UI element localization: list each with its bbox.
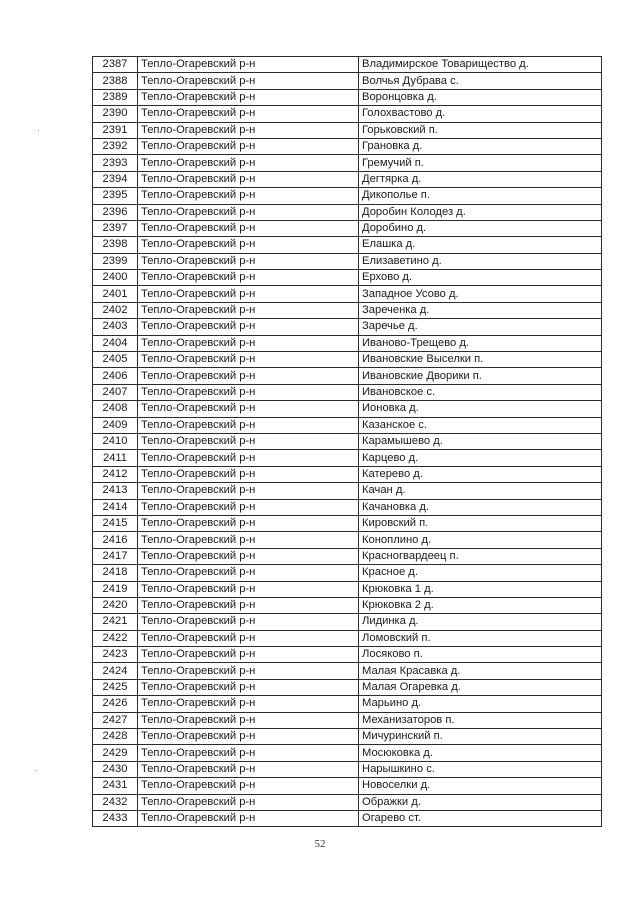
table-row bbox=[93, 352, 602, 368]
district-cell: Тепло-Огаревский р-н bbox=[138, 433, 359, 449]
table-row bbox=[93, 778, 602, 794]
district-cell: Тепло-Огаревский р-н bbox=[138, 401, 359, 417]
settlement-cell: Малая Красавка д. bbox=[359, 663, 602, 679]
settlement-cell: Ерхово д. bbox=[359, 270, 602, 286]
row-number-cell: 2418 bbox=[93, 565, 138, 581]
row-number-cell: 2393 bbox=[93, 155, 138, 171]
table-row bbox=[93, 450, 602, 466]
table-row bbox=[93, 220, 602, 236]
district-cell: Тепло-Огаревский р-н bbox=[138, 499, 359, 515]
row-number-cell: 2409 bbox=[93, 417, 138, 433]
row-number-cell: 2431 bbox=[93, 778, 138, 794]
district-cell: Тепло-Огаревский р-н bbox=[138, 237, 359, 253]
row-number-cell: 2420 bbox=[93, 597, 138, 613]
row-number-cell: 2390 bbox=[93, 106, 138, 122]
district-cell: Тепло-Огаревский р-н bbox=[138, 155, 359, 171]
district-cell: Тепло-Огаревский р-н bbox=[138, 122, 359, 138]
row-number-cell: 2396 bbox=[93, 204, 138, 220]
table-row bbox=[93, 417, 602, 433]
settlement-cell: Качановка д. bbox=[359, 499, 602, 515]
settlement-cell: Зареченка д. bbox=[359, 302, 602, 318]
district-cell: Тепло-Огаревский р-н bbox=[138, 270, 359, 286]
page-number: 52 bbox=[314, 838, 326, 850]
settlement-cell: Кировский п. bbox=[359, 515, 602, 531]
settlement-cell: Дикополье п. bbox=[359, 188, 602, 204]
district-cell: Тепло-Огаревский р-н bbox=[138, 679, 359, 695]
district-cell: Тепло-Огаревский р-н bbox=[138, 614, 359, 630]
district-cell: Тепло-Огаревский р-н bbox=[138, 319, 359, 335]
row-number-cell: 2427 bbox=[93, 712, 138, 728]
settlement-cell: Воронцовка д. bbox=[359, 89, 602, 105]
row-number-cell: 2414 bbox=[93, 499, 138, 515]
row-number-cell: 2425 bbox=[93, 679, 138, 695]
row-number-cell: 2428 bbox=[93, 729, 138, 745]
settlement-cell: Западное Усово д. bbox=[359, 286, 602, 302]
settlement-cell: Доробин Колодез д. bbox=[359, 204, 602, 220]
table-row bbox=[93, 335, 602, 351]
table-row bbox=[93, 597, 602, 613]
row-number-cell: 2404 bbox=[93, 335, 138, 351]
table-row bbox=[93, 696, 602, 712]
row-number-cell: 2424 bbox=[93, 663, 138, 679]
settlement-cell: Огарево ст. bbox=[359, 810, 602, 826]
district-cell: Тепло-Огаревский р-н bbox=[138, 712, 359, 728]
row-number-cell: 2419 bbox=[93, 581, 138, 597]
settlement-cell: Горьковский п. bbox=[359, 122, 602, 138]
row-number-cell: 2430 bbox=[93, 761, 138, 777]
settlement-cell: Карцево д. bbox=[359, 450, 602, 466]
row-number-cell: 2411 bbox=[93, 450, 138, 466]
row-number-cell: 2387 bbox=[93, 57, 138, 73]
district-cell: Тепло-Огаревский р-н bbox=[138, 483, 359, 499]
row-number-cell: 2401 bbox=[93, 286, 138, 302]
settlement-cell: Елизаветино д. bbox=[359, 253, 602, 269]
district-cell: Тепло-Огаревский р-н bbox=[138, 286, 359, 302]
district-cell: Тепло-Огаревский р-н bbox=[138, 171, 359, 187]
row-number-cell: 2405 bbox=[93, 352, 138, 368]
table-row bbox=[93, 368, 602, 384]
district-cell: Тепло-Огаревский р-н bbox=[138, 188, 359, 204]
district-cell: Тепло-Огаревский р-н bbox=[138, 548, 359, 564]
row-number-cell: 2415 bbox=[93, 515, 138, 531]
settlement-cell: Новоселки д. bbox=[359, 778, 602, 794]
table-row bbox=[93, 532, 602, 548]
district-cell: Тепло-Огаревский р-н bbox=[138, 810, 359, 826]
district-cell: Тепло-Огаревский р-н bbox=[138, 253, 359, 269]
settlement-cell: Иваново-Трещево д. bbox=[359, 335, 602, 351]
settlement-cell: Ионовка д. bbox=[359, 401, 602, 417]
settlement-cell: Ивановское с. bbox=[359, 384, 602, 400]
settlement-cell: Ломовский п. bbox=[359, 630, 602, 646]
row-number-cell: 2406 bbox=[93, 368, 138, 384]
row-number-cell: 2416 bbox=[93, 532, 138, 548]
district-cell: Тепло-Огаревский р-н bbox=[138, 565, 359, 581]
settlement-cell: Марьино д. bbox=[359, 696, 602, 712]
district-cell: Тепло-Огаревский р-н bbox=[138, 745, 359, 761]
district-cell: Тепло-Огаревский р-н bbox=[138, 630, 359, 646]
settlement-cell: Владимирское Товарищество д. bbox=[359, 57, 602, 73]
district-cell: Тепло-Огаревский р-н bbox=[138, 368, 359, 384]
settlement-cell: Нарышкино с. bbox=[359, 761, 602, 777]
settlement-cell: Механизаторов п. bbox=[359, 712, 602, 728]
row-number-cell: 2398 bbox=[93, 237, 138, 253]
settlement-cell: Коноплино д. bbox=[359, 532, 602, 548]
table-row bbox=[93, 515, 602, 531]
district-cell: Тепло-Огаревский р-н bbox=[138, 696, 359, 712]
row-number-cell: 2422 bbox=[93, 630, 138, 646]
table-row bbox=[93, 106, 602, 122]
row-number-cell: 2389 bbox=[93, 89, 138, 105]
table-row bbox=[93, 679, 602, 695]
row-number-cell: 2397 bbox=[93, 220, 138, 236]
district-cell: Тепло-Огаревский р-н bbox=[138, 532, 359, 548]
table-row bbox=[93, 57, 602, 73]
row-number-cell: 2413 bbox=[93, 483, 138, 499]
district-cell: Тепло-Огаревский р-н bbox=[138, 138, 359, 154]
table-row bbox=[93, 237, 602, 253]
settlement-cell: Карамышево д. bbox=[359, 433, 602, 449]
settlement-cell: Ображки д. bbox=[359, 794, 602, 810]
settlement-cell: Волчья Дубрава с. bbox=[359, 73, 602, 89]
table-row bbox=[93, 204, 602, 220]
settlement-cell: Дегтярка д. bbox=[359, 171, 602, 187]
table-row bbox=[93, 794, 602, 810]
district-cell: Тепло-Огаревский р-н bbox=[138, 335, 359, 351]
row-number-cell: 2402 bbox=[93, 302, 138, 318]
table-row bbox=[93, 253, 602, 269]
settlement-cell: Голохвастово д. bbox=[359, 106, 602, 122]
table-row bbox=[93, 712, 602, 728]
row-number-cell: 2400 bbox=[93, 270, 138, 286]
table-row bbox=[93, 483, 602, 499]
table-row bbox=[93, 319, 602, 335]
table-row bbox=[93, 89, 602, 105]
row-number-cell: 2426 bbox=[93, 696, 138, 712]
settlement-cell: Грановка д. bbox=[359, 138, 602, 154]
table-row bbox=[93, 122, 602, 138]
settlement-cell: Лидинка д. bbox=[359, 614, 602, 630]
row-number-cell: 2392 bbox=[93, 138, 138, 154]
district-cell: Тепло-Огаревский р-н bbox=[138, 794, 359, 810]
table-row bbox=[93, 565, 602, 581]
settlement-cell: Малая Огаревка д. bbox=[359, 679, 602, 695]
settlement-cell: Мичуринский п. bbox=[359, 729, 602, 745]
table-row bbox=[93, 810, 602, 826]
district-cell: Тепло-Огаревский р-н bbox=[138, 581, 359, 597]
settlement-cell: Мосюковка д. bbox=[359, 745, 602, 761]
table-row bbox=[93, 155, 602, 171]
settlement-cell: Гремучий п. bbox=[359, 155, 602, 171]
district-cell: Тепло-Огаревский р-н bbox=[138, 450, 359, 466]
table-row bbox=[93, 188, 602, 204]
table-row bbox=[93, 614, 602, 630]
district-cell: Тепло-Огаревский р-н bbox=[138, 597, 359, 613]
table-row bbox=[93, 630, 602, 646]
district-cell: Тепло-Огаревский р-н bbox=[138, 647, 359, 663]
settlement-cell: Качан д. bbox=[359, 483, 602, 499]
district-cell: Тепло-Огаревский р-н bbox=[138, 761, 359, 777]
settlement-cell: Лосяково п. bbox=[359, 647, 602, 663]
scan-speck bbox=[36, 770, 37, 771]
row-number-cell: 2417 bbox=[93, 548, 138, 564]
table-row bbox=[93, 138, 602, 154]
table-row bbox=[93, 548, 602, 564]
settlement-cell: Заречье д. bbox=[359, 319, 602, 335]
settlement-cell: Красногвардеец п. bbox=[359, 548, 602, 564]
district-cell: Тепло-Огаревский р-н bbox=[138, 57, 359, 73]
settlement-cell: Ивановские Выселки п. bbox=[359, 352, 602, 368]
row-number-cell: 2412 bbox=[93, 466, 138, 482]
table-row bbox=[93, 286, 602, 302]
table-row bbox=[93, 663, 602, 679]
district-cell: Тепло-Огаревский р-н bbox=[138, 515, 359, 531]
scan-speck bbox=[38, 130, 39, 131]
row-number-cell: 2391 bbox=[93, 122, 138, 138]
district-cell: Тепло-Огаревский р-н bbox=[138, 778, 359, 794]
table-row bbox=[93, 729, 602, 745]
district-cell: Тепло-Огаревский р-н bbox=[138, 106, 359, 122]
table-body bbox=[93, 57, 602, 827]
row-number-cell: 2403 bbox=[93, 319, 138, 335]
row-number-cell: 2395 bbox=[93, 188, 138, 204]
table-row bbox=[93, 433, 602, 449]
district-cell: Тепло-Огаревский р-н bbox=[138, 73, 359, 89]
district-cell: Тепло-Огаревский р-н bbox=[138, 302, 359, 318]
table-row bbox=[93, 171, 602, 187]
district-cell: Тепло-Огаревский р-н bbox=[138, 466, 359, 482]
row-number-cell: 2429 bbox=[93, 745, 138, 761]
district-cell: Тепло-Огаревский р-н bbox=[138, 384, 359, 400]
table-row bbox=[93, 73, 602, 89]
settlement-cell: Елашка д. bbox=[359, 237, 602, 253]
table-row bbox=[93, 761, 602, 777]
table-row bbox=[93, 647, 602, 663]
row-number-cell: 2388 bbox=[93, 73, 138, 89]
row-number-cell: 2408 bbox=[93, 401, 138, 417]
district-cell: Тепло-Огаревский р-н bbox=[138, 89, 359, 105]
table-row bbox=[93, 302, 602, 318]
settlement-cell: Красное д. bbox=[359, 565, 602, 581]
district-cell: Тепло-Огаревский р-н bbox=[138, 352, 359, 368]
settlement-cell: Катерево д. bbox=[359, 466, 602, 482]
district-cell: Тепло-Огаревский р-н bbox=[138, 729, 359, 745]
row-number-cell: 2399 bbox=[93, 253, 138, 269]
district-cell: Тепло-Огаревский р-н bbox=[138, 663, 359, 679]
table-row bbox=[93, 401, 602, 417]
table-row bbox=[93, 466, 602, 482]
district-cell: Тепло-Огаревский р-н bbox=[138, 220, 359, 236]
district-cell: Тепло-Огаревский р-н bbox=[138, 417, 359, 433]
table-row bbox=[93, 499, 602, 515]
table-row bbox=[93, 745, 602, 761]
settlement-cell: Крюковка 1 д. bbox=[359, 581, 602, 597]
settlement-cell: Ивановские Дворики п. bbox=[359, 368, 602, 384]
row-number-cell: 2394 bbox=[93, 171, 138, 187]
row-number-cell: 2423 bbox=[93, 647, 138, 663]
row-number-cell: 2432 bbox=[93, 794, 138, 810]
table-row bbox=[93, 270, 602, 286]
settlement-cell: Казанское с. bbox=[359, 417, 602, 433]
district-cell: Тепло-Огаревский р-н bbox=[138, 204, 359, 220]
row-number-cell: 2410 bbox=[93, 433, 138, 449]
row-number-cell: 2407 bbox=[93, 384, 138, 400]
row-number-cell: 2433 bbox=[93, 810, 138, 826]
row-number-cell: 2421 bbox=[93, 614, 138, 630]
settlement-cell: Крюковка 2 д. bbox=[359, 597, 602, 613]
table-row bbox=[93, 384, 602, 400]
settlements-table bbox=[92, 56, 602, 827]
table-row bbox=[93, 581, 602, 597]
settlement-cell: Доробино д. bbox=[359, 220, 602, 236]
